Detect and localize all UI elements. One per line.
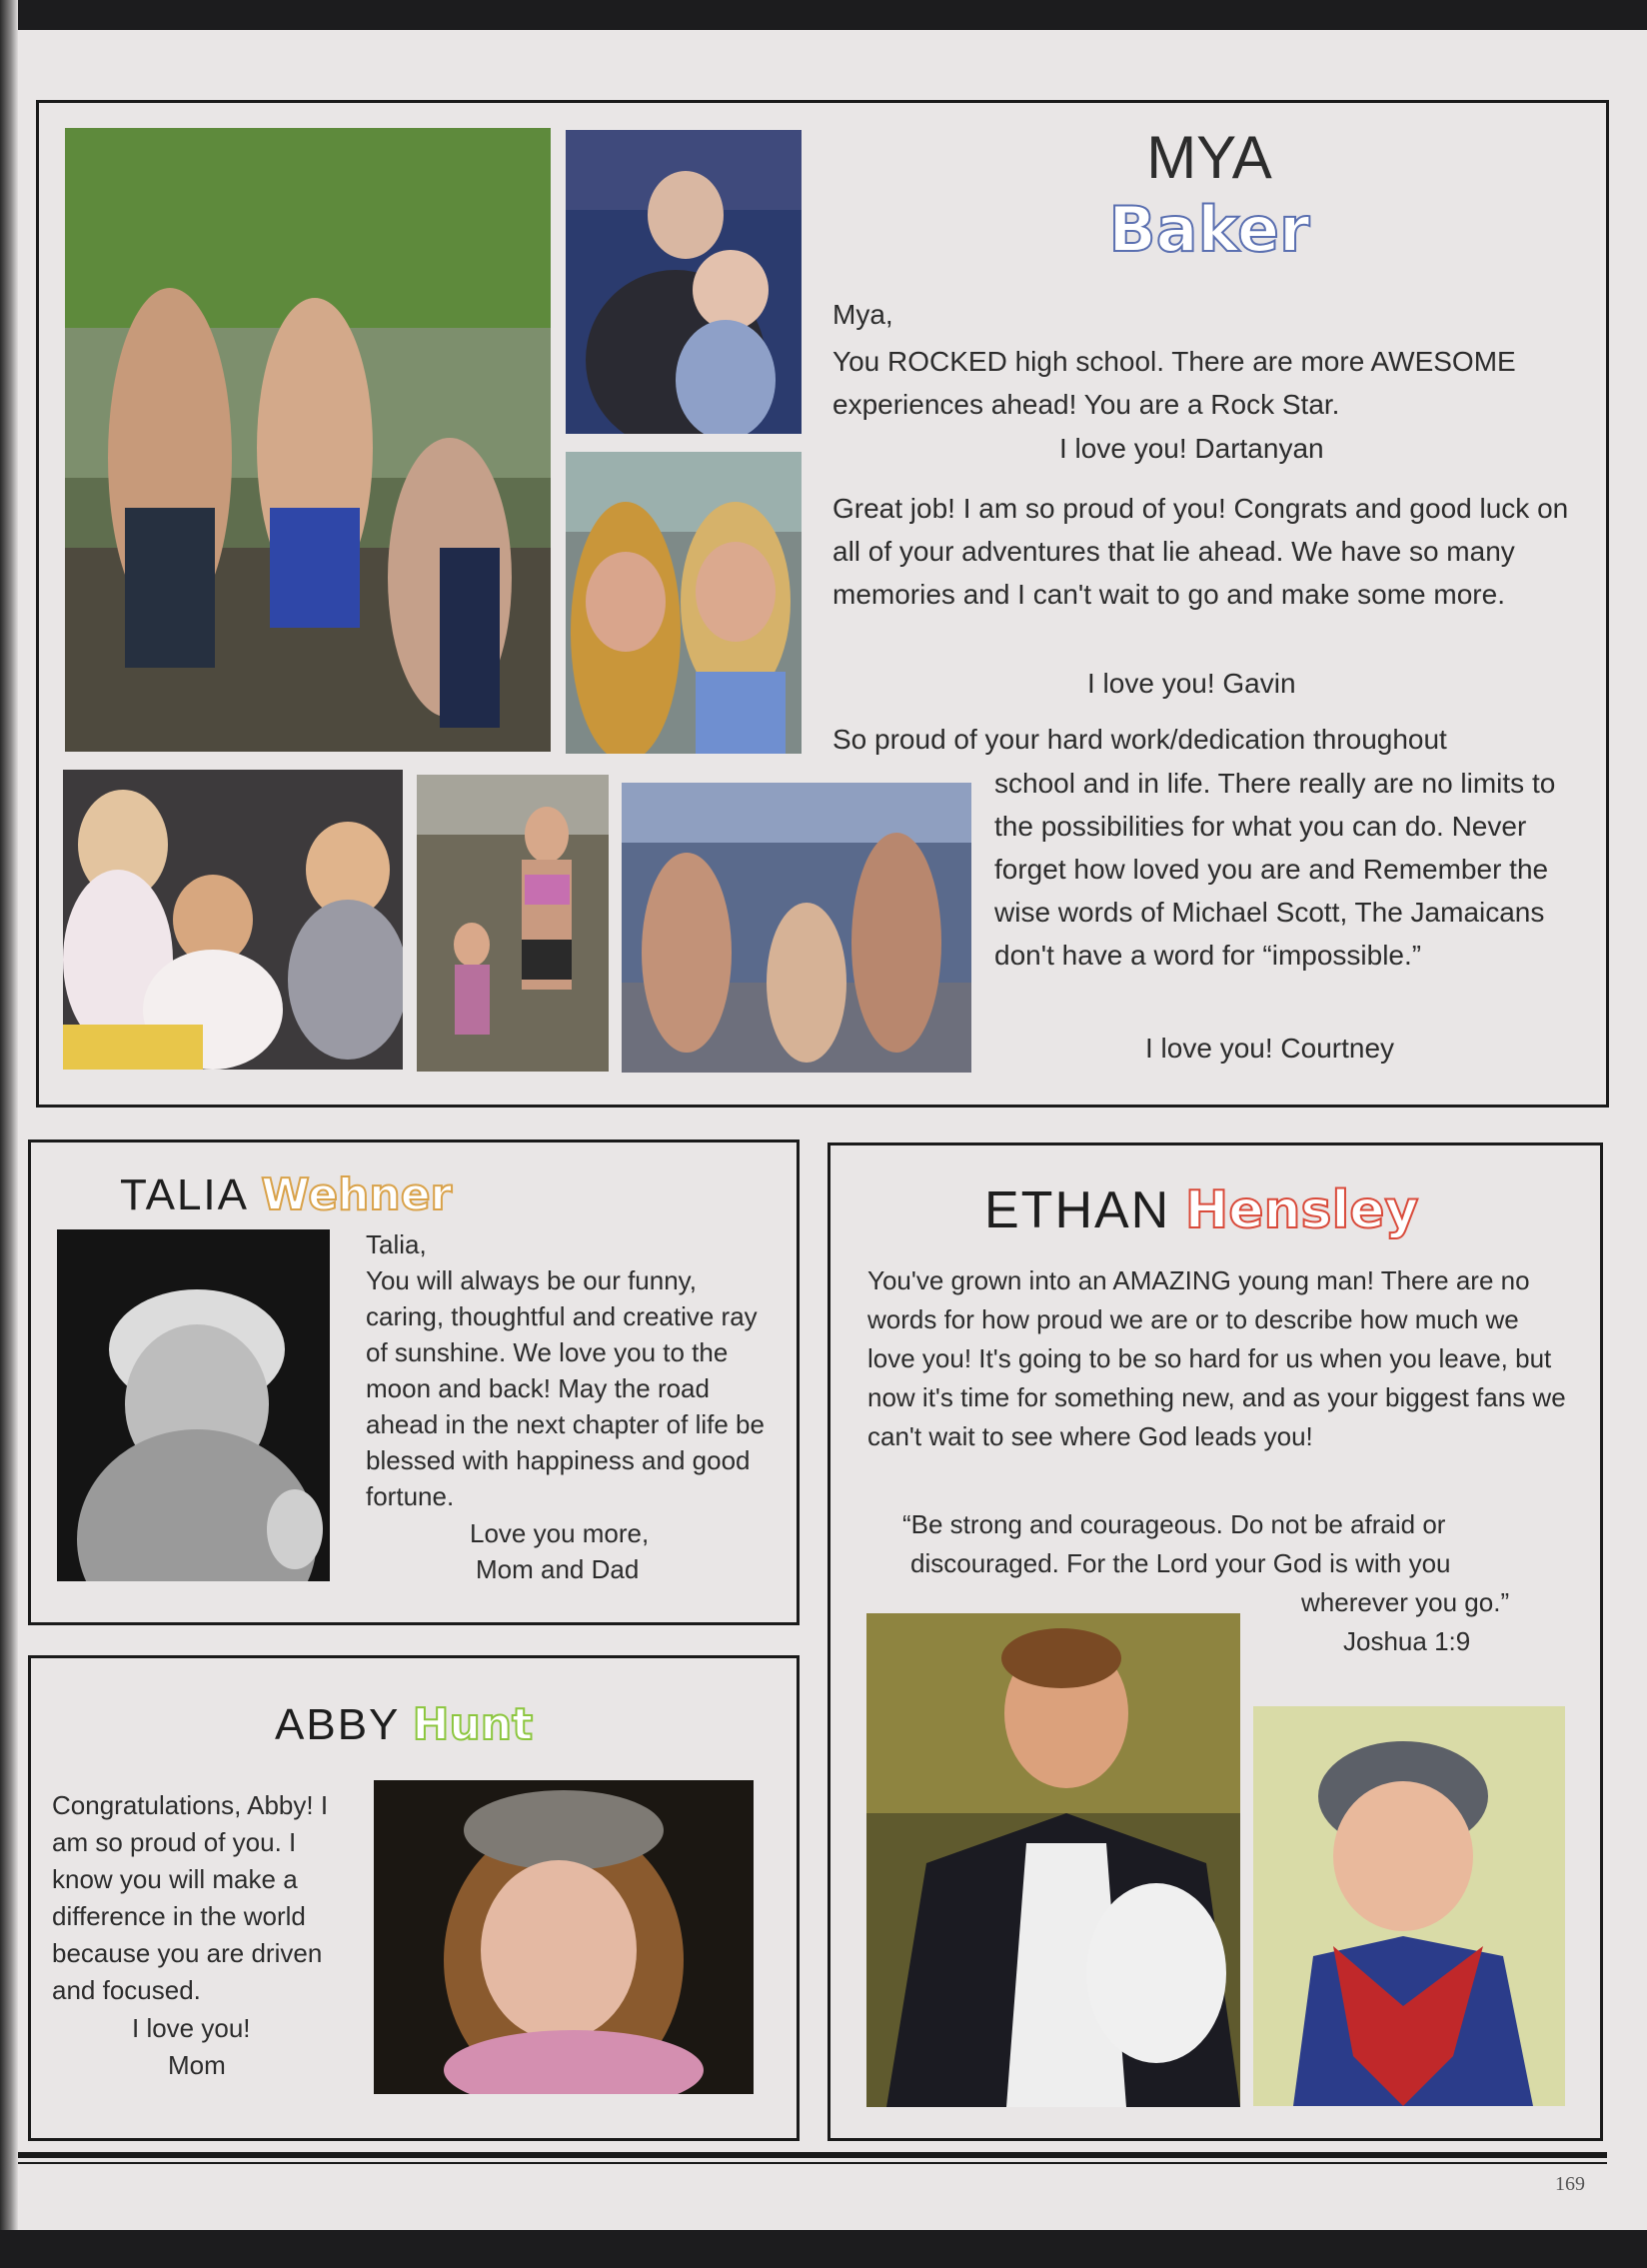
ethan-message: You've grown into an AMAZING young man! There are no words for how proud we are or to describe how much we love you! It's going to be so hard for us when you leave, but now it's time for something new, and as your biggest fans we can't wait to see where God leads you! bbox=[867, 1265, 1566, 1451]
mya-photo-river-kids bbox=[65, 128, 551, 752]
mya-message-1: You ROCKED high school. There are more AWESOME experiences ahead! You are a Rock Star. bbox=[832, 346, 1516, 420]
top-band bbox=[0, 0, 1647, 30]
bottom-rule-thin bbox=[18, 2162, 1607, 2164]
abby-message: Congratulations, Abby! I am so proud of you. I know you will make a difference in the world because you are driven and focused. bbox=[52, 1790, 329, 2005]
abby-last-name: Hunt bbox=[412, 1699, 534, 1750]
ethan-quote-line-2: discouraged. For the Lord your God is with you bbox=[910, 1548, 1451, 1578]
ethan-photo-senior bbox=[866, 1613, 1240, 2107]
binding-edge bbox=[0, 0, 18, 2268]
ethan-quote-line-3: wherever you go.” bbox=[1301, 1587, 1510, 1617]
mya-message-2: Great job! I am so proud of you! Congrats and good luck on all of your adventures that lie ahead. We have so many memories and I can't wait to go and make some more. bbox=[832, 493, 1569, 610]
mya-salutation: Mya, bbox=[832, 299, 893, 330]
abby-sign-2: Mom bbox=[168, 2050, 226, 2080]
talia-message: You will always be our funny, caring, thoughtful and creative ray of sunshine. We love you to the moon and back! May the road ahead in the next chapter of life be blessed with happiness and good fortune. bbox=[366, 1265, 765, 1511]
talia-first-name: TALIA bbox=[120, 1170, 250, 1219]
abby-heading bbox=[275, 1694, 675, 1756]
mya-photo-sisters bbox=[566, 130, 802, 434]
talia-salutation: Talia, bbox=[366, 1229, 427, 1259]
ethan-first-name: ETHAN bbox=[984, 1181, 1171, 1239]
ethan-heading bbox=[984, 1177, 1584, 1243]
mya-photo-toddlers bbox=[63, 770, 403, 1070]
mya-photo-selfie bbox=[566, 452, 802, 754]
mya-message-3-lead: So proud of your hard work/dedication throughout bbox=[832, 724, 1447, 755]
mya-first-name: MYA bbox=[1146, 124, 1272, 191]
page-number: 169 bbox=[1555, 2173, 1585, 2195]
mya-photo-beach-girls bbox=[417, 775, 609, 1072]
talia-sign-2: Mom and Dad bbox=[476, 1554, 640, 1584]
mya-sign-3: I love you! Courtney bbox=[1145, 1033, 1395, 1064]
mya-last-name: Baker bbox=[1108, 193, 1310, 266]
abby-first-name: ABBY bbox=[275, 1700, 401, 1749]
abby-photo bbox=[374, 1780, 754, 2094]
talia-photo bbox=[57, 1229, 330, 1581]
mya-sign-2: I love you! Gavin bbox=[1087, 668, 1296, 699]
bottom-band bbox=[0, 2230, 1647, 2268]
talia-last-name: Wehner bbox=[261, 1169, 453, 1220]
ethan-last-name: Hensley bbox=[1184, 1180, 1419, 1240]
ethan-quote-ref: Joshua 1:9 bbox=[1343, 1626, 1471, 1656]
talia-sign-1: Love you more, bbox=[470, 1518, 650, 1548]
mya-sign-1: I love you! Dartanyan bbox=[1059, 433, 1324, 464]
abby-sign-1: I love you! bbox=[132, 2013, 251, 2043]
mya-photo-beach-sunset bbox=[622, 783, 971, 1073]
bottom-rule bbox=[18, 2152, 1607, 2158]
ethan-quote-line-1: “Be strong and courageous. Do not be afraid or bbox=[902, 1509, 1446, 1539]
talia-heading bbox=[120, 1164, 720, 1226]
ethan-photo-toddler bbox=[1253, 1706, 1565, 2106]
mya-message-3: school and in life. There really are no limits to the possibilities for what you can do. Never forget how loved you are and Remember the wise words of Michael Scott, The Jamaicans don't have a word for “impossible.” bbox=[994, 768, 1556, 971]
